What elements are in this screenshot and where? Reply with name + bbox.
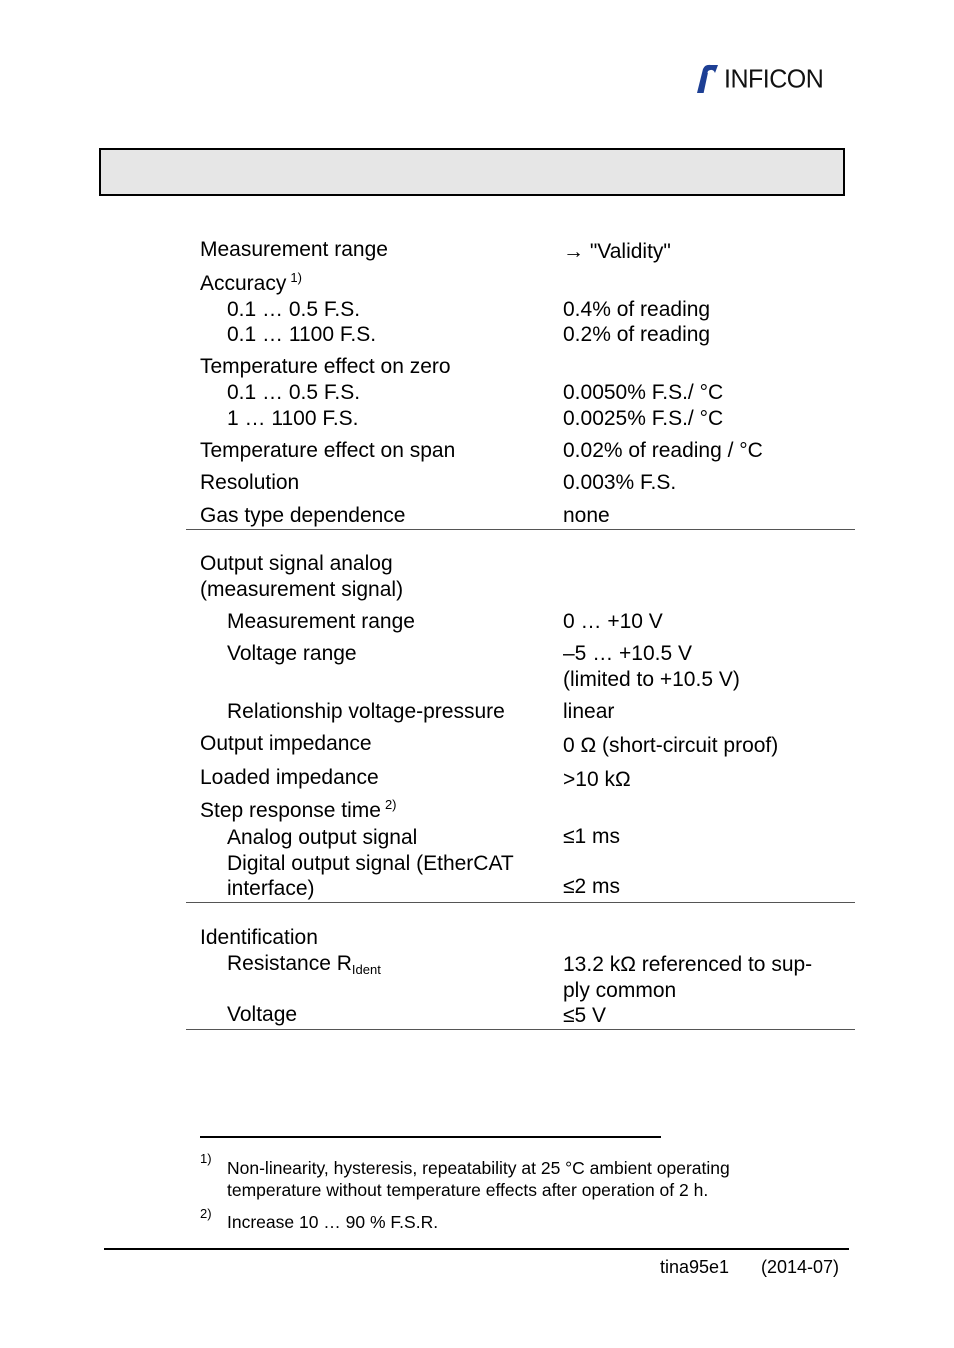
spec-label-loaded-impedance: Loaded impedance: [200, 766, 379, 789]
resistance-subscript: Ident: [351, 962, 381, 977]
spec-label-temp-zero: Temperature effect on zero: [200, 355, 451, 378]
footnote-mark-1: 1): [200, 1151, 212, 1166]
spec-value-resistance: 13.2 kΩ referenced to sup-: [563, 953, 813, 976]
footnote-separator: [200, 1136, 661, 1138]
spec-label-identification: Identification: [200, 926, 318, 949]
spec-label-measurement-range: Measurement range: [200, 238, 388, 261]
spec-label-temp-zero-range-1: 0.1 … 0.5 F.S.: [227, 381, 361, 404]
footer-doc-id: tina95e1: [660, 1257, 730, 1277]
section-divider: [186, 1029, 855, 1030]
spec-label-temp-span: Temperature effect on span: [200, 439, 456, 462]
spec-value-analog-output: ≤1 ms: [563, 825, 621, 848]
spec-label-output-analog-sub: (measurement signal): [200, 578, 404, 601]
spec-label-analog-output: Analog output signal: [227, 826, 418, 849]
footer-date: (2014-07): [761, 1257, 840, 1277]
footnote-text-2: Increase 10 … 90 % F.S.R.: [227, 1212, 439, 1232]
logo-text: INFICON: [724, 64, 824, 94]
spec-label-accuracy: Accuracy $^{1)}$: [200, 270, 302, 295]
spec-value-temp-span: 0.02% of reading / °C: [563, 439, 763, 462]
spec-label-accuracy-range-2: 0.1 … 1100 F.S.: [227, 323, 377, 346]
spec-value-voltage-range-note: (limited to +10.5 V): [563, 668, 740, 691]
spec-label-digital-output: Digital output signal (EtherCAT: [227, 852, 514, 875]
inficon-logo: [694, 62, 823, 96]
spec-label-output-analog: Output signal analog: [200, 552, 393, 575]
spec-value-voltage: ≤5 V: [563, 1004, 607, 1027]
section-divider: [186, 529, 855, 530]
spec-label-output-measurement-range: Measurement range: [227, 610, 415, 633]
spec-value-temp-zero-range-1: 0.0050% F.S./ °C: [563, 381, 724, 404]
footnote-mark-2: 2): [200, 1206, 212, 1221]
spec-value-temp-zero-range-2: 0.0025% F.S./ °C: [563, 407, 724, 430]
spec-label-step-response: Step response time $^{2)}$: [200, 797, 397, 822]
spec-label-output-impedance: Output impedance: [200, 732, 372, 755]
spec-value-resistance-cont: ply common: [563, 979, 677, 1002]
spec-label-temp-zero-range-2: 1 … 1100 F.S.: [227, 407, 359, 430]
footnote-ref-1: 1): [290, 270, 302, 285]
footnote-text-1: Non-linearity, hysteresis, repeatability at 25 °C ambient operating temperature without temperature effects after operation of 2 h.: [227, 1158, 730, 1200]
spec-value-voltage-range: –5 … +10.5 V: [563, 642, 693, 665]
spec-value-gas-type: none: [563, 504, 610, 527]
spec-label-resistance: Resistance $R_{Ident}$: [227, 952, 381, 977]
spec-label-accuracy-range-1: 0.1 … 0.5 F.S.: [227, 298, 361, 321]
spec-label-resolution: Resolution: [200, 471, 300, 494]
spec-value-output-impedance: 0 Ω (short-circuit proof): [563, 734, 779, 757]
spec-value-accuracy-range-2: 0.2% of reading: [563, 323, 711, 346]
spec-label-relationship: Relationship voltage-pressure: [227, 700, 505, 723]
spec-label-voltage-range: Voltage range: [227, 642, 357, 665]
spec-label-voltage: Voltage: [227, 1003, 298, 1026]
inficon-logo-icon: [694, 63, 720, 95]
spec-value-loaded-impedance: >10 kΩ: [563, 768, 631, 791]
spec-value-accuracy-range-1: 0.4% of reading: [563, 298, 711, 321]
spec-value-output-measurement-range: 0 … +10 V: [563, 610, 663, 633]
footnote-ref-2: 2): [384, 797, 397, 812]
section-title-box: [99, 148, 845, 196]
spec-label-digital-output-cont: interface): [227, 877, 315, 900]
spec-value-resolution: 0.003% F.S.: [563, 471, 677, 494]
footer-rule: [104, 1248, 849, 1250]
section-divider: [186, 902, 855, 903]
spec-label-gas-type: Gas type dependence: [200, 504, 406, 527]
spec-value-relationship: linear: [563, 700, 615, 723]
spec-value-measurement-range: → "Validity": [563, 240, 671, 263]
spec-value-digital-output: ≤2 ms: [563, 875, 621, 898]
